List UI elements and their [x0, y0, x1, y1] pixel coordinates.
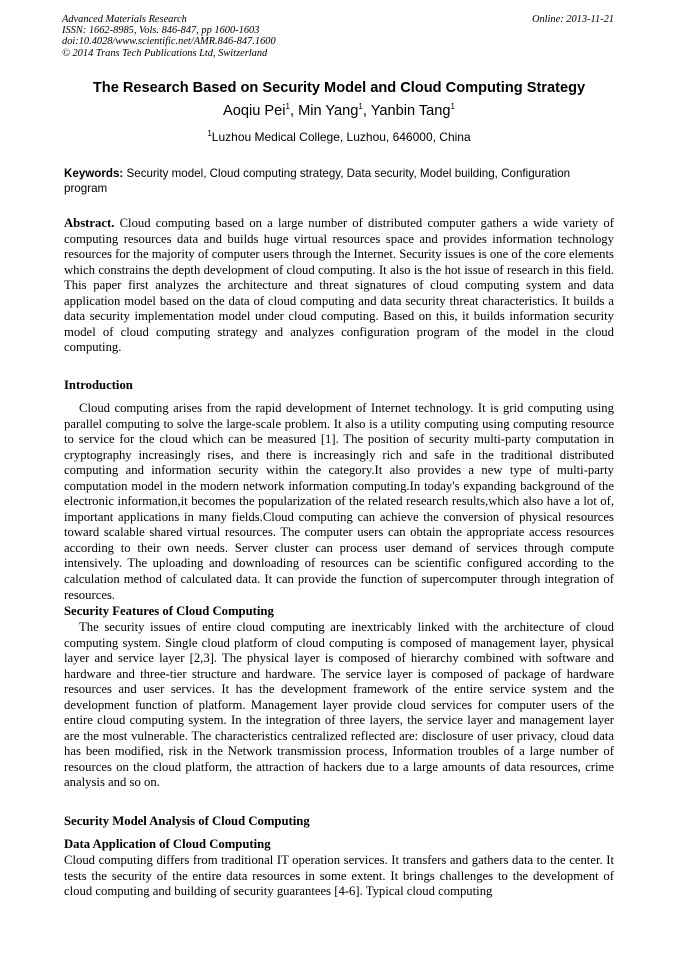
- author-list: [40, 103, 638, 119]
- author-name: Aoqiu Pei: [223, 103, 286, 119]
- issn: ISSN: 1662-8985, Vols. 846-847, pp 1600-1603: [62, 25, 260, 37]
- author-affiliation-mark: 1: [450, 102, 455, 112]
- section-heading-security-model: Security Model Analysis of Cloud Computing: [64, 814, 310, 828]
- author-affiliation-mark: 1: [358, 102, 363, 112]
- abstract: [64, 216, 614, 356]
- journal-name: Advanced Materials Research: [62, 14, 187, 25]
- introduction-paragraph: Cloud computing arises from the rapid development of Internet technology. It is grid computing using parallel computing to solve the large-scale problem. It also is a utility computing using computing resource to service for the cloud which can be measured [1]. The position of security multi-party computation in cryptography increasingly rises, and there is increasingly rich and safe in the traditional distributed computing and information security within the category.It also provides a new type of multi-party computation model in the modern network information computing.In today's expanding background of the electronic information,it becomes the popularization of the related research results,which also have a lot of, important applications in many fields.Cloud computing can achieve the conversion of physical resources toward scalable shared virtual resources. The computer users can obtain the appropriate access resources according to their own needs. Server cluster can process user demand of services through compute intensively. The uploading and downloading of resources can be scientific configured according to the calculation method of calculated data. It can provide the function of supercomputer through integration of resources.: [64, 401, 614, 602]
- affiliation-text: Luzhou Medical College, Luzhou, 646000, China: [211, 130, 471, 144]
- affiliation-mark: 1: [207, 129, 212, 138]
- keywords-label: Keywords:: [64, 167, 124, 180]
- data-application-paragraph: Cloud computing differs from traditional IT operation services. It transfers and gathers data to the center. It tests the security of the entire data resources in some extent. It brings challenges to the development of cloud computing and building of security guarantees [4-6]. Typical cloud computing: [64, 853, 614, 899]
- security-features-paragraph: The security issues of entire cloud computing are inextricably linked with the architecture of cloud computing system. Single cloud platform of cloud computing is composed of management layer, physical layer and service layer [2,3]. The physical layer is composed of hierarchy combined with software and hardware and three-tier structure and hardware. The service layer is composed of package of hardware resources and user services. It has the development framework of the entire service system and the development function of platform. Management layer provide cloud services for computer users of the entire cloud computing system. In the integration of three layers, the service layer and management layer are the most vulnerable. The characteristics centralized reflected are: disclosure of user privacy, cloud data has been modified, risk in the Network transmission process, Information troubles of a large number of resources on the cloud platform, the attraction of hackers due to a large amounts of data resources, crime analysis and so on.: [64, 620, 614, 790]
- copyright: © 2014 Trans Tech Publications Ltd, Switzerland: [62, 47, 268, 59]
- abstract-text: Cloud computing based on a large number of distributed computer gathers a wide variety of computing resources data and builds huge virtual resources space and provides information technology resources for the majority of computer users through the Internet. Security issues is one of the core elements which constrains the depth development of cloud computing. It also is the hot issue of research in this field. This paper first analyzes the architecture and threat signatures of cloud computing system and data application model based on the data of cloud computing and data security threat characteristics. It builds a data security implementation model under cloud computing. Based on this, it builds information security model of cloud computing strategy and analyzes configuration program of the model in the cloud computing.: [64, 216, 614, 355]
- section-heading-security-features: Security Features of Cloud Computing: [64, 604, 274, 618]
- abstract-label: Abstract.: [64, 216, 115, 230]
- section-heading-introduction: Introduction: [64, 378, 133, 392]
- keywords-text: Security model, Cloud computing strategy, Data security, Model building, Configuration program: [64, 167, 571, 195]
- author-separator: ,: [362, 103, 371, 119]
- subsection-heading-data-application: Data Application of Cloud Computing: [64, 837, 271, 851]
- affiliation: [40, 130, 638, 144]
- author-affiliation-mark: 1: [285, 102, 290, 112]
- author-separator: ,: [289, 103, 299, 119]
- author-name: Yanbin Tang: [370, 103, 451, 119]
- keywords: [64, 166, 614, 196]
- journal-header: [62, 14, 614, 59]
- author-name: Min Yang: [298, 103, 359, 119]
- online-date: Online: 2013-11-21: [531, 14, 614, 25]
- paper-title: The Research Based on Security Model and Cloud Computing Strategy: [92, 80, 586, 96]
- doi: doi:10.4028/www.scientific.net/AMR.846-847.1600: [62, 36, 276, 48]
